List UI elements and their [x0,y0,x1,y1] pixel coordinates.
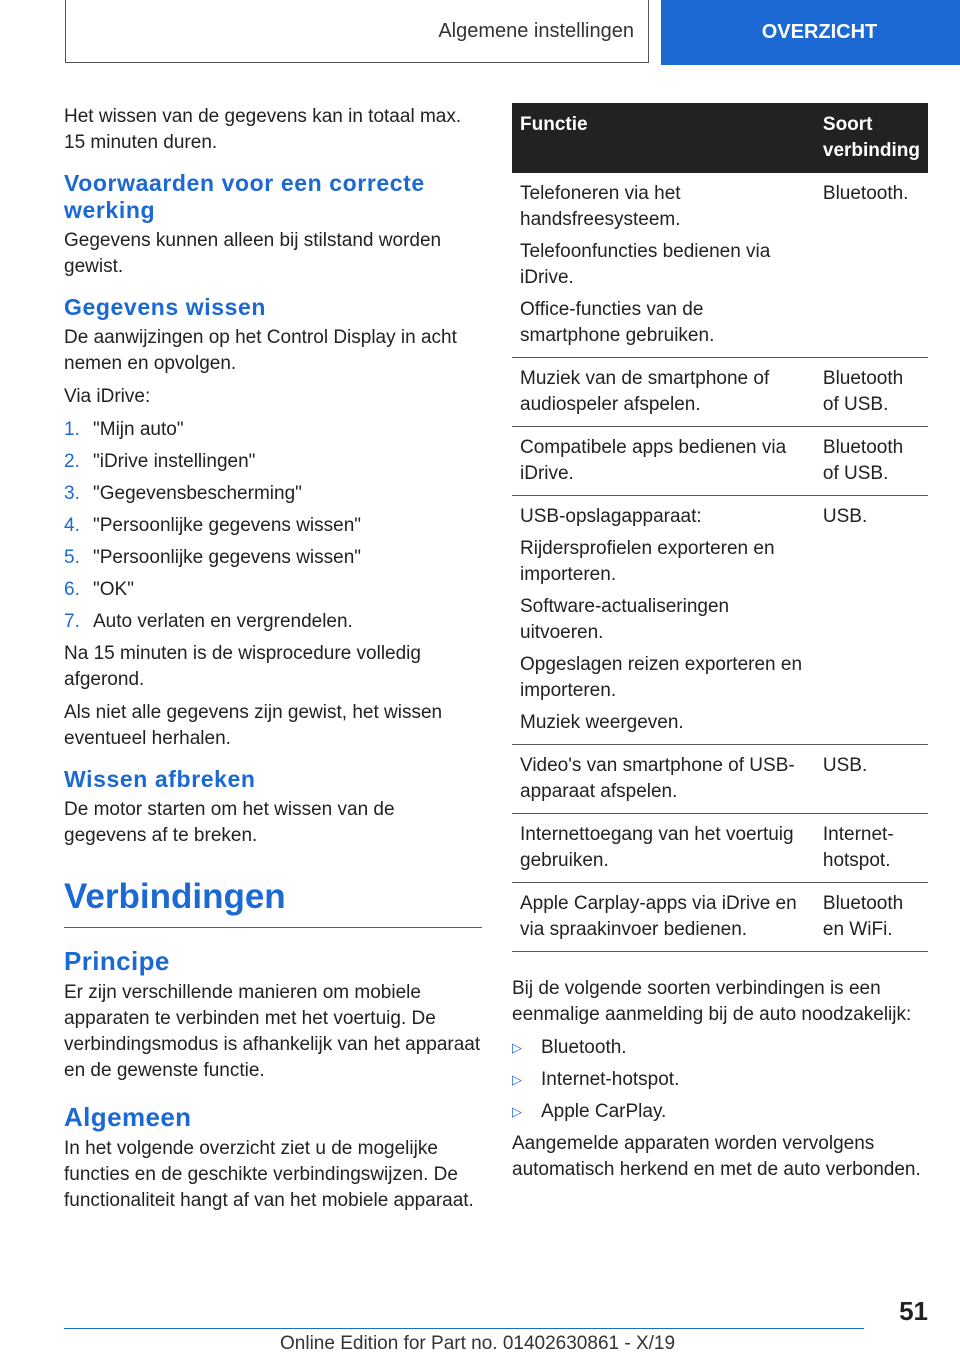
intro-paragraph: Het wissen van de gegevens kan in totaal max. 15 minuten duren. [64,106,462,153]
function-text: USB-opslagapparaat: [520,506,702,527]
step-text: "Mijn auto" [93,419,184,440]
step-text: "OK" [93,579,134,600]
table-row [512,883,928,952]
table-row [512,814,928,883]
heading-cancel: Wissen afbreken [64,766,256,792]
heading-conditions: Voorwaarden voor een correcte werking [64,170,425,223]
list-item [512,1099,928,1125]
function-text: Telefoonfuncties bedienen via iDrive. [520,241,771,288]
triangle-bullet-icon: ▷ [512,1040,522,1055]
left-column [64,104,482,1221]
step-number: 7. [64,611,80,632]
section-tab[interactable]: Algemene instellingen [65,0,649,63]
after-15-paragraph: Na 15 minuten is de wisprocedure volledig afgerond. [64,643,421,690]
heading-principle: Principe [64,946,170,976]
function-cell [512,358,815,427]
function-cell [512,814,815,883]
connection-cell: USB. [815,496,928,745]
step-item [64,417,482,443]
connections-table [512,103,928,952]
function-text: Video's van smartphone of USB-apparaat afspelen. [520,755,795,802]
function-text: Muziek weergeven. [520,712,684,733]
bullet-text: Bluetooth. [541,1037,627,1058]
bullet-text: Internet-hotspot. [541,1069,680,1090]
bullet-text: Apple CarPlay. [541,1101,667,1122]
connection-cell: USB. [815,745,928,814]
step-item [64,513,482,539]
connection-cell: Bluetooth of USB. [815,427,928,496]
step-number: 2. [64,451,80,472]
step-item [64,449,482,475]
step-text: "Gegevensbescherming" [93,483,302,504]
function-text: Software-actualiseringen uitvoeren. [520,596,730,643]
list-item [512,1067,928,1093]
cancel-paragraph: De motor starten om het wissen van de gegevens af te breken. [64,799,395,846]
step-number: 4. [64,515,80,536]
heading-general: Algemeen [64,1102,192,1132]
footer-divider [64,1328,864,1329]
registration-paragraph: Bij de volgende soorten verbindingen is een eenmalige aanmelding bij de auto noodzakelijk: [512,978,912,1025]
closing-paragraph: Aangemelde apparaten worden vervolgens automatisch herkend en met de auto verbonden. [512,1133,921,1180]
step-item [64,481,482,507]
not-all-paragraph: Als niet alle gegevens zijn gewist, het wissen eventueel herhalen. [64,702,443,749]
right-column [512,103,928,1190]
header-connection: Soort verbinding [815,103,928,173]
step-number: 6. [64,579,80,600]
function-text: Office-functies van de smartphone gebruiken. [520,299,715,346]
connection-cell: Bluetooth of USB. [815,358,928,427]
function-text: Rijdersprofielen exporteren en importeren. [520,538,775,585]
chapter-title: Verbindingen [64,875,482,928]
delete-paragraph: De aanwijzingen op het Control Display in acht nemen en opvolgen. [64,327,457,374]
step-text: "Persoonlijke gegevens wissen" [93,515,362,536]
function-text: Muziek van de smartphone of audiospeler afspelen. [520,368,770,415]
connection-bullets [512,1035,928,1125]
footer-edition: Online Edition for Part no. 01402630861 - X/19 [280,1333,676,1354]
step-text: "iDrive instellingen" [93,451,256,472]
step-number: 5. [64,547,80,568]
step-number: 1. [64,419,80,440]
table-row [512,173,928,358]
triangle-bullet-icon: ▷ [512,1104,522,1119]
overview-tab[interactable]: OVERZICHT [661,0,960,65]
function-cell [512,496,815,745]
function-cell [512,173,815,358]
function-text: Compatibele apps bedienen via iDrive. [520,437,787,484]
via-idrive-label: Via iDrive: [64,386,151,407]
function-cell [512,745,815,814]
page-number: 51 [899,1296,928,1326]
general-paragraph: In het volgende overzicht ziet u de mogelijke functies en de geschikte verbindingswijzen. De functionaliteit hangt af van het mobiele apparaat. [64,1138,474,1211]
principle-paragraph: Er zijn verschillende manieren om mobiele apparaten te verbinden met het voertuig. De verbindingsmodus is afhankelijk van het apparaat en de gewenste functie. [64,982,481,1081]
function-cell [512,883,815,952]
connection-cell: Bluetooth. [815,173,928,358]
table-row [512,427,928,496]
function-text: Internettoegang van het voertuig gebruiken. [520,824,794,871]
table-row [512,358,928,427]
table-header-row [512,103,928,173]
function-text: Telefoneren via het handsfreesysteem. [520,183,681,230]
heading-delete: Gegevens wissen [64,294,267,320]
list-item [512,1035,928,1061]
table-row [512,745,928,814]
conditions-paragraph: Gegevens kunnen alleen bij stilstand worden gewist. [64,230,442,277]
step-item [64,609,482,635]
step-item [64,545,482,571]
page-header [0,0,960,66]
table-row [512,496,928,745]
function-text: Apple Carplay-apps via iDrive en via spraakinvoer bedienen. [520,893,797,940]
triangle-bullet-icon: ▷ [512,1072,522,1087]
step-number: 3. [64,483,80,504]
steps-list [64,417,482,635]
function-cell [512,427,815,496]
function-text: Opgeslagen reizen exporteren en importeren. [520,654,803,701]
step-item [64,577,482,603]
step-text: Auto verlaten en vergrendelen. [93,611,353,632]
connection-cell: Internet-hotspot. [815,814,928,883]
connection-cell: Bluetooth en WiFi. [815,883,928,952]
header-function: Functie [512,103,815,173]
step-text: "Persoonlijke gegevens wissen" [93,547,362,568]
